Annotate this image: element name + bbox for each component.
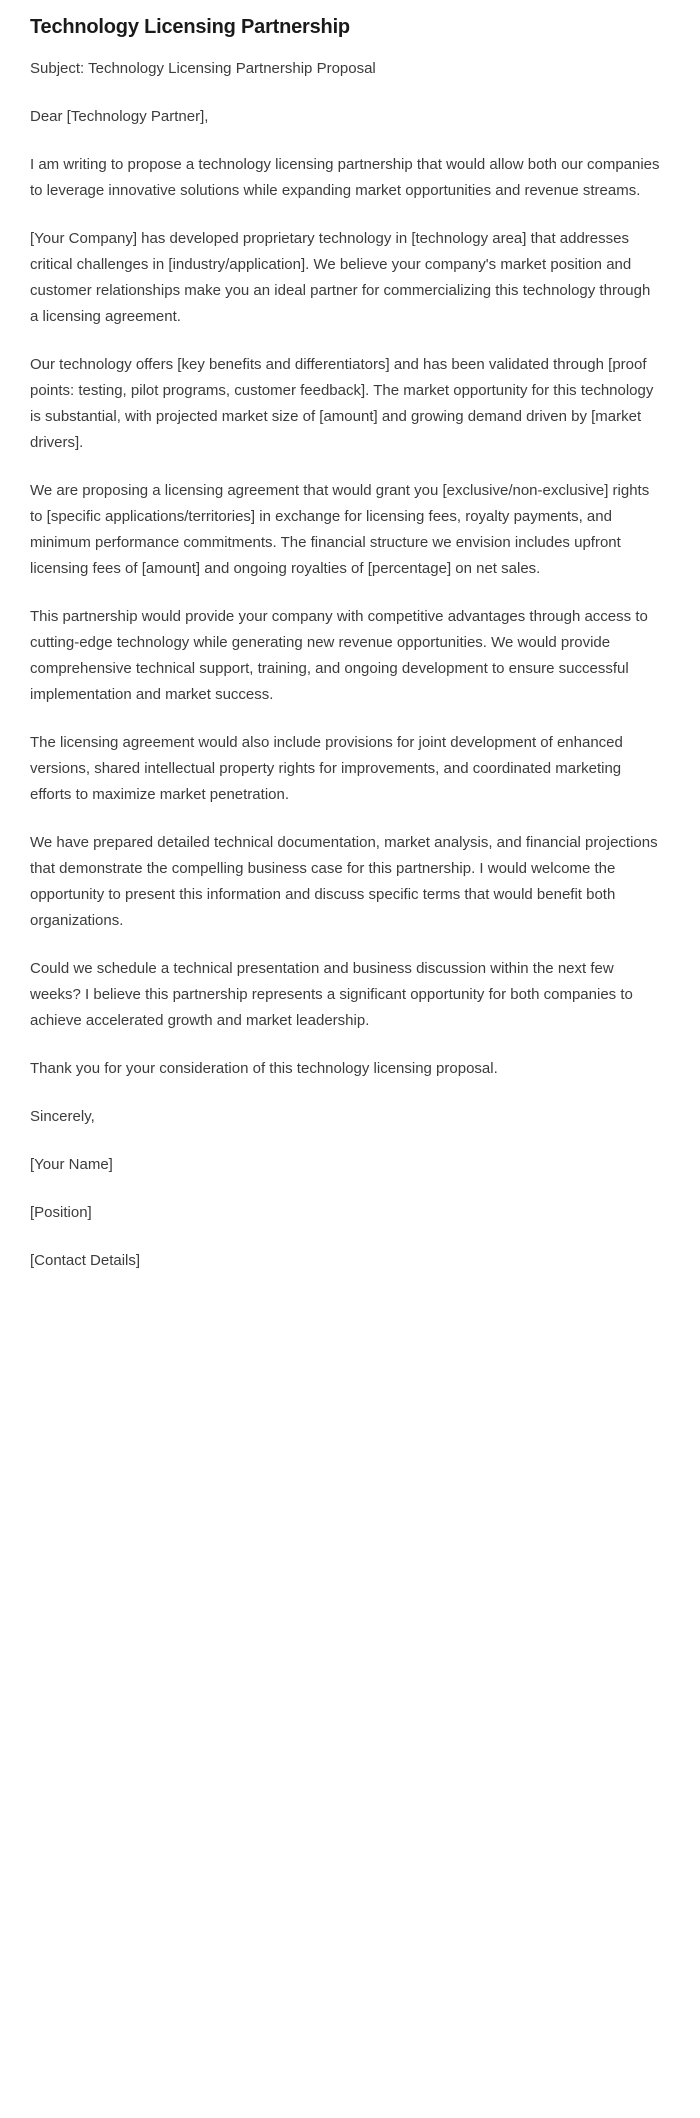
signature-contact-details: [Contact Details] — [30, 1252, 141, 1269]
valediction: Sincerely, — [30, 1108, 95, 1125]
signature-name: [Your Name] — [30, 1156, 113, 1173]
body-paragraph-7: We have prepared detailed technical documentation, market analysis, and financial projections that demonstrate the compelling business case for this partnership. I would welcome the opportunity to present this information and discuss specific terms that would benefit both organizations. — [30, 834, 658, 929]
body-paragraph-2: [Your Company] has developed proprietary technology in [technology area] that addresses critical challenges in [industry/application]. We believe your company's market position and customer relationships make you an ideal partner for commercializing this technology through a licensing agreement. — [30, 230, 651, 325]
signature-position: [Position] — [30, 1204, 92, 1221]
closing-thanks-paragraph: Thank you for your consideration of this technology licensing proposal. — [30, 1060, 498, 1077]
salutation: Dear [Technology Partner], — [30, 108, 209, 125]
body-paragraph-4: We are proposing a licensing agreement that would grant you [exclusive/non-exclusive] rights to [specific applications/territories] in exchange for licensing fees, royalty payments, and minimum performance commitments. The financial structure we envision includes upfront licensing fees of [amount] and ongoing royalties of [percentage] on net sales. — [30, 482, 650, 577]
subject-line: Subject: Technology Licensing Partnership Proposal — [30, 60, 376, 77]
body-paragraph-8: Could we schedule a technical presentation and business discussion within the next few weeks? I believe this partnership represents a significant opportunity for both companies to achieve accelerated growth and market leadership. — [30, 960, 633, 1029]
body-paragraph-5: This partnership would provide your company with competitive advantages through access to cutting-edge technology while generating new revenue opportunities. We would provide comprehensive technical support, training, and ongoing development to ensure successful implementation and market success. — [30, 608, 648, 703]
body-paragraph-1: I am writing to propose a technology licensing partnership that would allow both our companies to leverage innovative solutions while expanding market opportunities and revenue streams. — [30, 156, 660, 199]
body-paragraph-3: Our technology offers [key benefits and differentiators] and has been validated through [proof points: testing, pilot programs, customer feedback]. The market opportunity for this technology is substantial, with projected market size of [amount] and growing demand driven by [market drivers]. — [30, 356, 654, 451]
body-paragraph-6: The licensing agreement would also include provisions for joint development of enhanced versions, shared intellectual property rights for improvements, and coordinated marketing efforts to maximize market penetration. — [30, 734, 623, 803]
page-title: Technology Licensing Partnership — [30, 16, 350, 38]
